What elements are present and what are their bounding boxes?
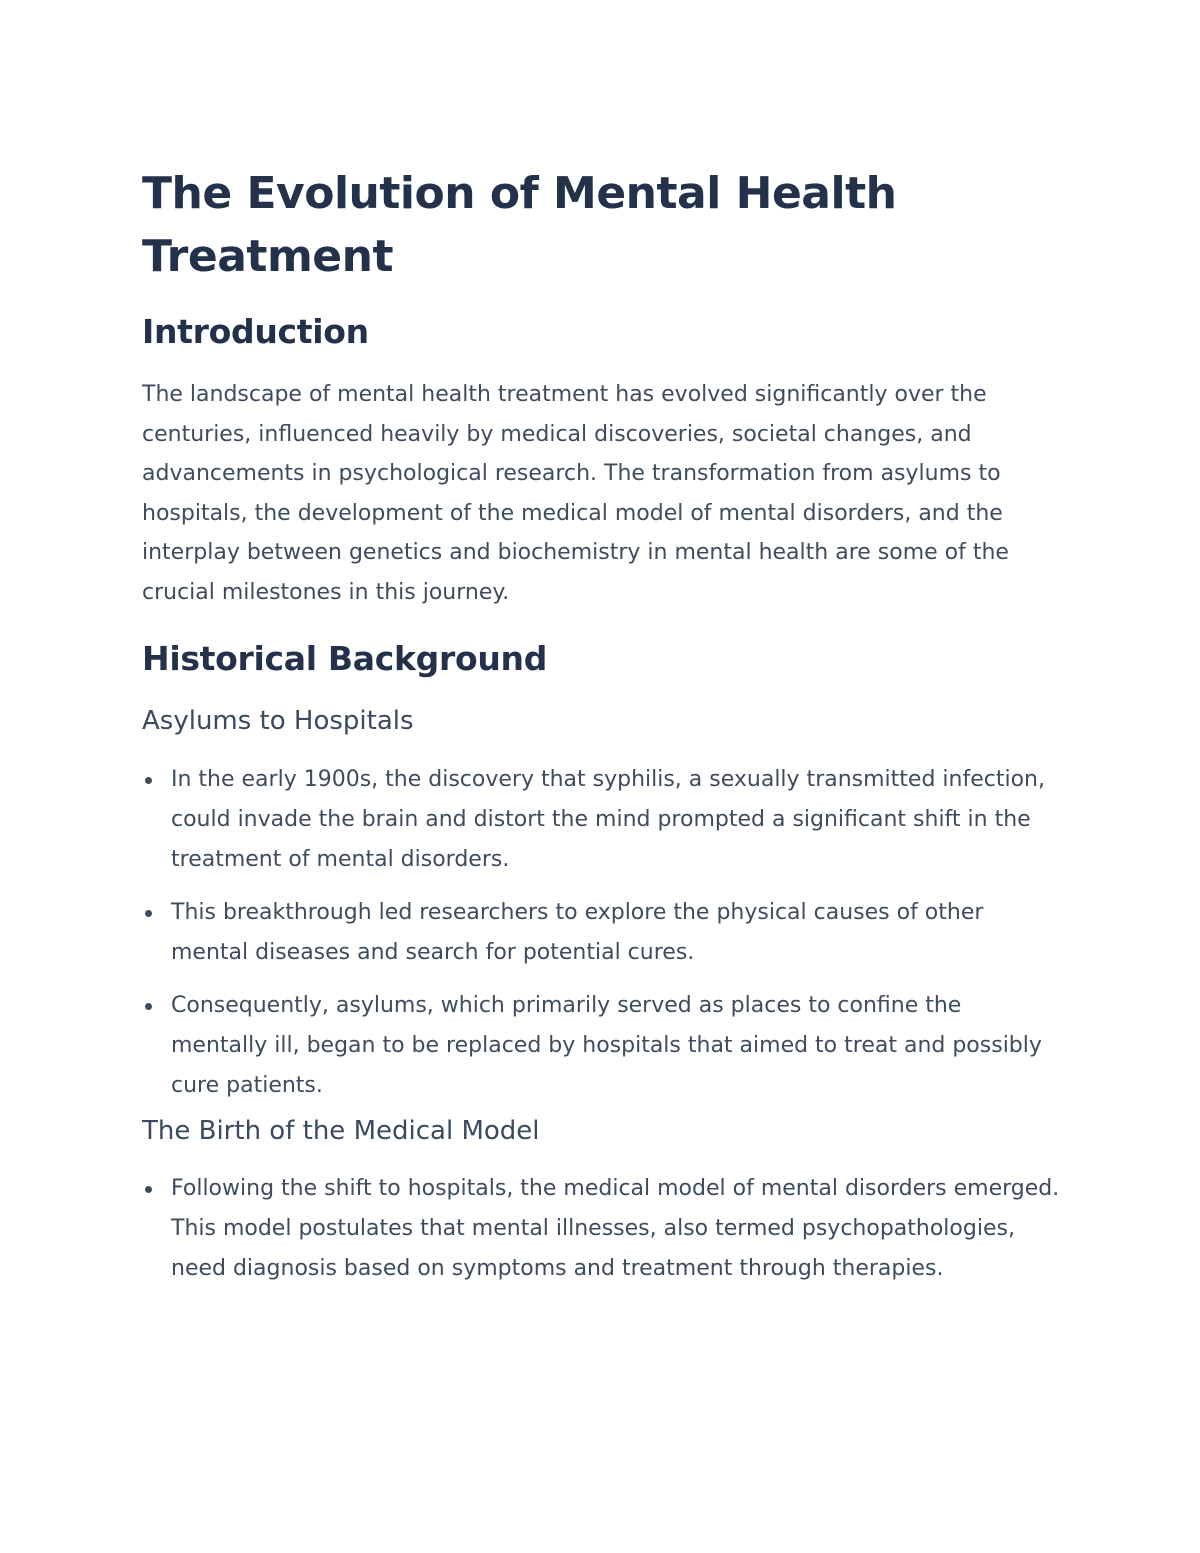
list-item bbox=[142, 760, 1062, 880]
bullet-icon bbox=[145, 910, 152, 917]
asylums-bullet-list bbox=[142, 760, 1062, 1106]
list-item-text: In the early 1900s, the discovery that syphilis, a sexually transmitted infection, could invade the brain and distort the mind prompted a significant shift in the treatment of mental disorders. bbox=[171, 767, 1045, 872]
bullet-icon bbox=[145, 1186, 152, 1193]
list-item bbox=[142, 893, 1062, 973]
document-page bbox=[142, 162, 1062, 1289]
introduction-paragraph: The landscape of mental health treatment has evolved significantly over the centuries, influenced heavily by medical discoveries, societal changes, and advancements in psychological research. The transformation from asylums to hospitals, the development of the medical model of mental disorders, and the interplay between genetics and biochemistry in mental health are some of the crucial milestones in this journey. bbox=[142, 382, 1009, 605]
document-title: The Evolution of Mental Health Treatment bbox=[142, 168, 897, 282]
list-item-text: Consequently, asylums, which primarily served as places to confine the mentally ill, began to be replaced by hospitals that aimed to treat and possibly cure patients. bbox=[171, 993, 1042, 1098]
list-item-text: Following the shift to hospitals, the medical model of mental disorders emerged. This model postulates that mental illnesses, also termed psychopathologies, need diagnosis based on symptoms and treatment through therapies. bbox=[171, 1176, 1060, 1281]
list-item bbox=[142, 1169, 1062, 1289]
bullet-icon bbox=[145, 1003, 152, 1010]
medical-model-bullet-list bbox=[142, 1169, 1062, 1289]
bullet-icon bbox=[145, 777, 152, 784]
medical-model-heading: The Birth of the Medical Model bbox=[142, 1116, 540, 1146]
list-item-text: This breakthrough led researchers to explore the physical causes of other mental diseases and search for potential cures. bbox=[171, 900, 984, 965]
introduction-heading: Introduction bbox=[142, 312, 369, 351]
asylums-to-hospitals-heading: Asylums to Hospitals bbox=[142, 706, 414, 736]
historical-background-heading: Historical Background bbox=[142, 639, 548, 678]
list-item bbox=[142, 986, 1062, 1106]
